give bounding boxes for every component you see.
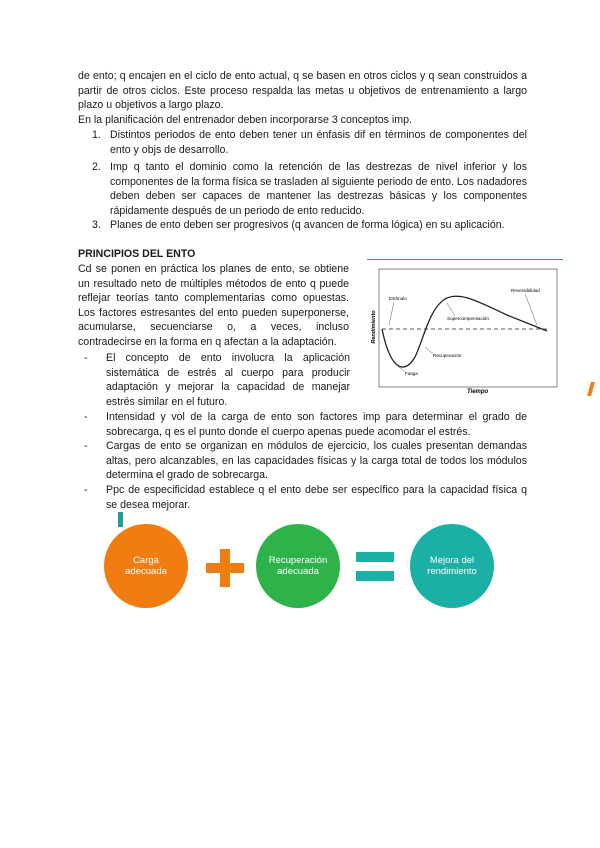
section-paragraph: Cd se ponen en práctica los planes de ento, se obtiene un resultado neto de múltiples métodos de ento q puede reflejar teorías tanto complementarias como opuestas. Los factores estresantes del ento pueden superponerse, acumularse, secuenciarse o, a veces, incluso contradecirse en la forma en q afectan a la adaptación. <box>78 263 349 348</box>
concept-item-1 <box>78 128 527 157</box>
concept-number: 1. <box>92 129 101 141</box>
concept-text: Imp q tanto el dominio como la retención de las destrezas de nivel inferior y los componentes de la forma física se trasladen al siguiente periodo de ento. Los nadadores deben deben ser capaces de mantener las destrezas básicas y los componentes rápidamente después de un periodo de ento reducido. <box>110 161 527 217</box>
concept-item-3 <box>78 218 527 233</box>
carga-circle <box>104 524 188 608</box>
concept-item-2 <box>78 160 527 218</box>
label-fatiga: Fatiga <box>405 371 418 376</box>
recuperacion-circle <box>256 524 340 608</box>
recuperacion-label: Recuperación adecuada <box>268 555 328 577</box>
concept-number: 3. <box>92 219 101 231</box>
bullet-dash: - <box>84 484 88 496</box>
carga-label: Carga adecuada <box>125 555 167 577</box>
diagram-frame <box>379 269 557 387</box>
label-estimulo: Estímulo <box>389 296 407 301</box>
intro-paragraph: de ento; q encajen en el ciclo de ento actual, q se basen en otros ciclos y q sean construidos a partir de otros ciclos. Este proceso respalda las metas u objetivos de entrenamiento a largo plazo u objetivos a largo plazo. <box>78 70 527 112</box>
x-axis-label: Tiempo <box>467 389 489 395</box>
concept-text: Distintos periodos de ento deben tener un énfasis dif en términos de componentes del ento y objs de desarrollo. <box>110 129 527 156</box>
bullet-text: Ppc de especificidad establece q el ento debe ser específico para la capacidad física q se desea mejorar. <box>106 484 527 511</box>
section-heading: PRINCIPIOS DEL ENTO <box>78 248 196 260</box>
bullet-dash: - <box>84 352 88 364</box>
label-reversibilidad: Reversibilidad <box>511 288 540 293</box>
concept-text: Planes de ento deben ser progresivos (q avancen de forma lógica) en su aplicación. <box>110 219 505 231</box>
equals-sign-bottom <box>356 571 394 581</box>
bullet-text: Intensidad y vol de la carga de ento son factores imp para determinar el grado de sobrecarga, q es el punto donde el cuerpo apenas puede acomodar el estrés. <box>106 411 527 438</box>
concept-number: 2. <box>92 161 101 173</box>
label-recuperacion: Recuperación <box>433 353 462 358</box>
bullet-text: El concepto de ento involucra la aplicación sistemática de estrés al cuerpo para producir adaptación y mejorar la capacidad de manejar estrés similar en el futuro. <box>106 352 350 408</box>
bullet-item-4 <box>84 483 527 512</box>
teal-accent-mark <box>118 512 123 527</box>
y-axis-label: Rendimiento <box>371 310 377 344</box>
supercompensation-diagram <box>367 259 563 395</box>
mejora-label: Mejora del rendimiento <box>427 555 477 577</box>
bullet-item-2 <box>84 410 527 439</box>
label-supercompensacion: Supercompensación <box>447 316 489 321</box>
bullet-item-1 <box>84 351 350 409</box>
orange-accent-mark <box>587 382 595 396</box>
bullet-dash: - <box>84 411 88 423</box>
bullet-dash: - <box>84 440 88 452</box>
plus-sign-vertical <box>220 549 230 587</box>
bullet-item-3 <box>84 439 527 483</box>
mejora-circle <box>410 524 494 608</box>
equals-sign-top <box>356 552 394 562</box>
concepts-lead: En la planificación del entrenador deben incorporarse 3 conceptos imp. <box>78 114 412 126</box>
bullet-text: Cargas de ento se organizan en módulos de ejercicio, los cuales presentan demandas altas, pero alcanzables, en las capacidades físicas y la carga total de todos los módulos determina el grado de sobrecarga. <box>106 440 527 482</box>
